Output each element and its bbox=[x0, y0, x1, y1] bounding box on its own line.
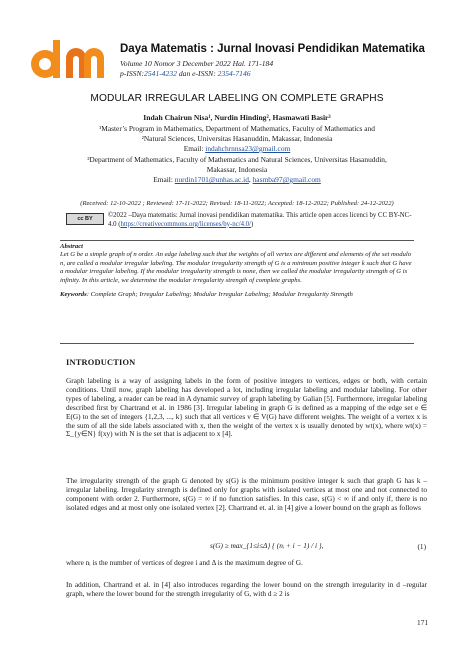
license-close: ) bbox=[250, 220, 254, 228]
e-issn-link[interactable]: 2354-7146 bbox=[217, 69, 251, 78]
intro-paragraph-1: Graph labeling is a way of assigning labels in the form of positive integers to vertices, edges or both, with certain conditions. Until now, graph labeling has developed a lot, including irregular labeling and modular labeling. For other types of labeling, a reader can be read in A dynamic survey of graph labeling by Galian [5]. Furthermore, irregular labeling described first by Chartrand et al. in 1986 [3]. Irregular labeling in graph G is defined as a mapping of the edge set e ∈ E(G) to the set of integers {1,2,3, ..., k} such that all vertices v ∈ V(G) have different weights. The weight of a vertex x is the sum of all the side labels associated with x, then the weight of the vertex x is usually denoted by wt(x), where wt(x) = Σ_{y∈N} f(xy) with N is the set that is adjacent to x [4]. bbox=[66, 376, 427, 439]
affiliation-1: ¹Master’s Program in Mathematics, Department of Mathematics, Faculty of Mathematics and bbox=[99, 124, 375, 133]
keywords-text: : Complete Graph; Irregular Labeling; Modular Irregular Labeling; Modular Irregularity Strength bbox=[86, 291, 353, 299]
issn-prefix: p-ISSN: bbox=[120, 69, 145, 78]
email-link-2[interactable]: nurdin1701@unhas.ac.id bbox=[174, 175, 249, 184]
keywords-label: Keywords bbox=[60, 291, 87, 299]
intro-paragraph-3: where nᵢ is the number of vertices of degree i and Δ is the maximum degree of G. bbox=[66, 558, 303, 567]
affiliation-3: ²Department of Mathematics, Faculty of Mathematics and Natural Sciences, Universitas Hasanuddin, bbox=[87, 155, 387, 164]
issn-line bbox=[120, 69, 273, 79]
submission-dates: (Received: 12-10-2022 ; Reviewed: 17-11-2022; Revised: 18-11-2022; Accepted: 18-12-2022; Published: 24-12-2022) bbox=[80, 200, 394, 207]
abstract-top-rule bbox=[60, 240, 414, 241]
volume-line: Volume 10 Nomor 3 December 2022 Hal. 171-184 bbox=[120, 59, 274, 68]
journal-logo bbox=[30, 38, 110, 82]
equation-1: s(G) ≥ max_{1≤i≤Δ} { (nᵢ + i − 1) / i }, bbox=[210, 541, 324, 550]
email-link-3[interactable]: hasmba97@gmail.com bbox=[252, 175, 321, 184]
abstract-bottom-rule bbox=[60, 343, 414, 344]
email-separator: , bbox=[248, 175, 253, 184]
affiliation-4: Makassar, Indonesia bbox=[206, 165, 268, 174]
intro-paragraph-4: In addition, Chartrand et al. in [4] also introduces regarding the lower bound on the strength irregularity in d –regular graph, where the lower bound for the strength irregularity of G, with d ≥ 2 is bbox=[66, 580, 427, 598]
journal-meta bbox=[120, 59, 273, 79]
section-heading-introduction: INTRODUCTION bbox=[66, 358, 136, 367]
paper-title: MODULAR IRREGULAR LABELING ON COMPLETE GRAPHS bbox=[90, 93, 384, 104]
journal-title: Daya Matematis : Jurnal Inovasi Pendidikan Matematika bbox=[120, 43, 425, 55]
p-issn-link[interactable]: 2541-4232 bbox=[144, 69, 177, 78]
issn-mid: dan e-ISSN: bbox=[176, 69, 218, 78]
email-label: Email: bbox=[183, 144, 206, 153]
page-number: 171 bbox=[417, 618, 428, 627]
abstract-heading: Abstract bbox=[60, 243, 84, 250]
abstract-block bbox=[60, 243, 414, 299]
email-line-2 bbox=[60, 175, 414, 185]
equation-number: (1) bbox=[417, 542, 426, 551]
license-statement: ©2022 –Daya matematis: Jurnal inovasi pendidikan matematika. This article open acces licenci by CC BY-NC-4.0 ( bbox=[108, 212, 412, 228]
license-text bbox=[108, 212, 416, 230]
cc-badge-text: cc BY bbox=[77, 215, 93, 222]
intro-paragraph-2: The irregularity strength of the graph G denoted by s(G) is the minimum positive integer k such that graph G has k –irregular labeling. Irregularity strength is defined only for graphs with isolated vertices at most one and not connected to component with order 2. Furthermore, s(G) = ∞ if no function satisfies. In this case, s(G) < ∞ if and only if, there is no isolated edges and at most only one isolated vertex [2]. Chartrand et. al. in [4] give a lower bound on the graph as follows bbox=[66, 476, 427, 512]
email-line-1 bbox=[60, 144, 414, 154]
affiliation-2: ²Natural Sciences, Universitas Hasanuddin, Makassar, Indonesia bbox=[141, 134, 333, 143]
abstract-text: Let G be a simple graph of n order. An edge labeling such that the weights of all vertex are different and elements of the set modulo n, are called a modular irregular labeling. The modular irregularity strength of G is a minimum positive integer k such that G have a modular irregular labeling. If the modular irregularity strength is none, then we called the modular irregularity strength of G is infinity. In this article, we determine the modular irregularity strength of complete graphs. bbox=[60, 251, 412, 284]
license-link[interactable]: https://creativecommons.org/licenses/by-nc/4.0/ bbox=[120, 220, 251, 228]
cc-license-icon bbox=[66, 213, 104, 225]
email-label: Email: bbox=[153, 175, 175, 184]
paper-authors: Indah Chairun Nisa¹, Nurdin Hinding², Hasmawati Basir³ bbox=[143, 113, 331, 122]
email-link-1[interactable]: indahchrnnsa23@gmail.com bbox=[205, 144, 291, 153]
keywords-line bbox=[60, 291, 414, 299]
